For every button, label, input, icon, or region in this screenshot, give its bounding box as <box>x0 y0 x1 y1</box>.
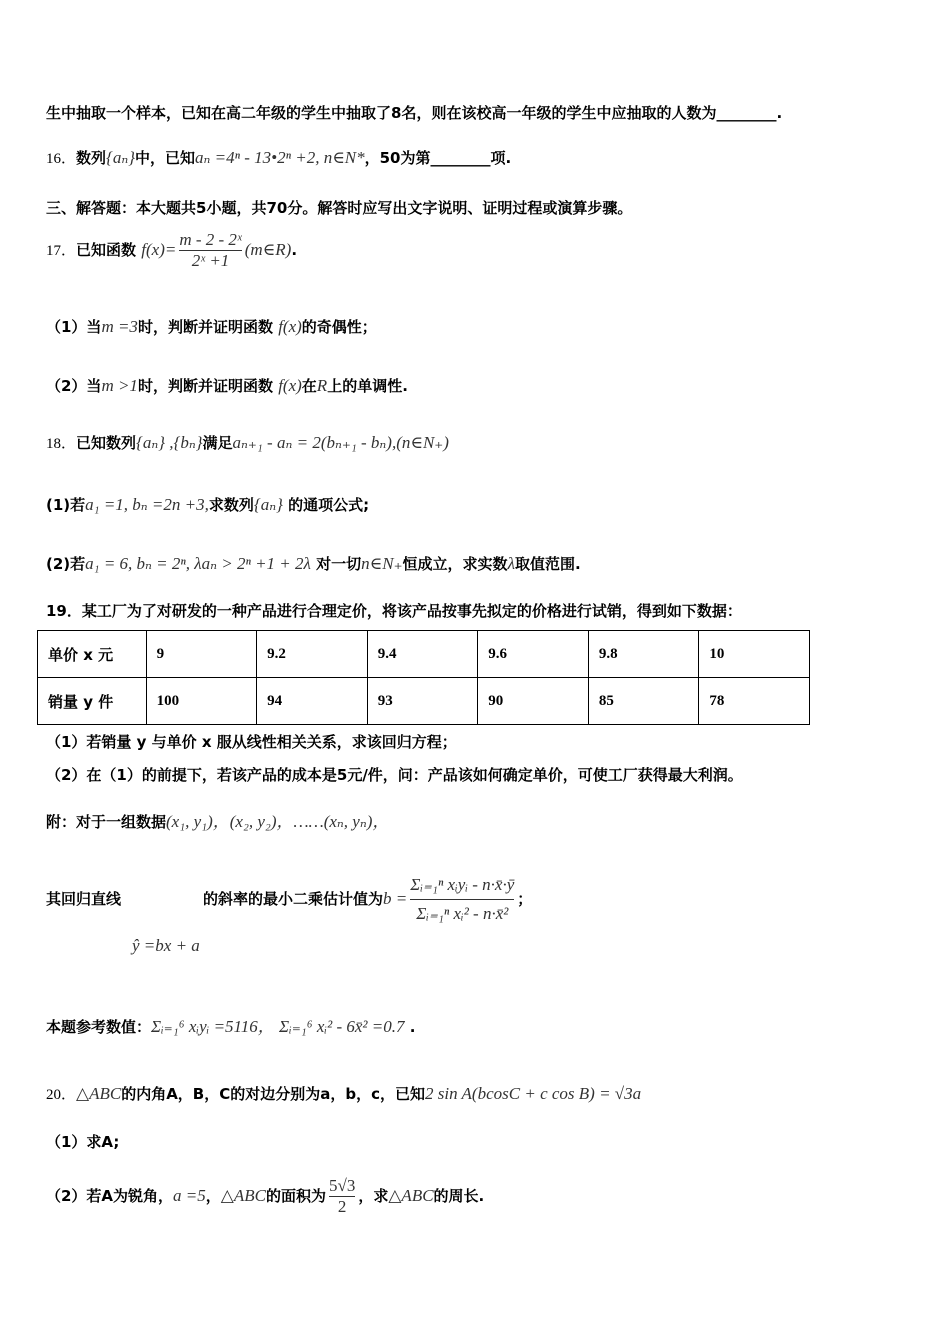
q20-part1: （1）求A; <box>46 1133 120 1151</box>
table-row: 销量 y 件 100 94 93 90 85 78 <box>38 678 810 725</box>
q19-regression: 其回归直线 的斜率的最小二乘估计值为b = Σᵢ₌₁ⁿ xᵢyᵢ - n·x̄·ȳ Σᵢ₌₁ⁿ xᵢ² - n·x̄² ； <box>46 875 533 923</box>
q20-part2: （2）若A为锐角，a =5，△ABC的面积为 $\frac{5√3}{2}$ ，求△ABC的周长. <box>46 1176 485 1216</box>
q19-reference: 本题参考数值：Σᵢ₌₁⁶ xᵢyᵢ =5116， Σᵢ₌₁⁶ xᵢ² - 6x̄² =0.7 . <box>46 1017 416 1036</box>
q18: 18．已知数列{aₙ} ,{bₙ}满足aₙ₊₁ - aₙ = 2(bₙ₊₁ - bₙ),(n∈N₊) <box>46 433 449 452</box>
q19-part2: （2）在（1）的前提下，若该产品的成本是5元/件，问：产品该如何确定单价，可使工厂获得最大利润。 <box>46 766 743 784</box>
q19-note: 附：对于一组数据(x₁, y₁)，(x₂, y₂)，……(xₙ, yₙ)， <box>46 812 390 831</box>
q19-part1: （1）若销量 y 与单价 x 服从线性相关关系，求该回归方程； <box>46 733 457 751</box>
q15-tail: 生中抽取一个样本，已知在高二年级的学生中抽取了8名，则在该校高一年级的学生中应抽取的人数为________. <box>46 104 783 122</box>
q18-part2: (2)若a₁ = 6, bₙ = 2ⁿ, λaₙ > 2ⁿ +1 + 2λ 对一切n∈N₊恒成立，求实数λ取值范围. <box>46 554 581 573</box>
q18-part1: (1)若a₁ =1, bₙ =2n +3,求数列{aₙ} 的通项公式; <box>46 495 370 514</box>
regression-line-eq: ŷ =bx + a <box>132 936 200 955</box>
q17-part2: （2）当m >1时，判断并证明函数 f(x)在R上的单调性. <box>46 376 408 395</box>
section-3-heading: 三、解答题：本大题共5小题，共70分。解答时应写出文字说明、证明过程或演算步骤。 <box>46 199 633 217</box>
q17-part1: （1）当m =3时，判断并证明函数 f(x)的奇偶性； <box>46 317 377 336</box>
semicolon: ； <box>517 890 533 908</box>
q16: 16．数列{aₙ}中，已知aₙ =4ⁿ - 13•2ⁿ +2, n∈N*，50为第________项. <box>46 148 512 167</box>
area-fraction: $\frac{5√3}{2}$ <box>329 1176 356 1216</box>
q19-intro: 19．某工厂为了对研发的一种产品进行合理定价，将该产品按事先拟定的价格进行试销，得到如下数据： <box>46 602 742 620</box>
q17: 17．已知函数 f(x)= $\frac{\text{m - 2 - 2ˣ}}{\text{2ˣ +1}}$ (m∈R). <box>46 230 298 270</box>
slope-fraction: Σᵢ₌₁ⁿ xᵢyᵢ - n·x̄·ȳ Σᵢ₌₁ⁿ xᵢ² - n·x̄² <box>410 875 515 923</box>
q17-fraction: $\frac{\text{m - 2 - 2ˣ}}{\text{2ˣ +1}}$ <box>179 230 242 270</box>
price-sales-table <box>37 630 810 725</box>
table-row: 单价 x 元 9 9.2 9.4 9.6 9.8 10 <box>38 631 810 678</box>
q20: 20．△ABC的内角A，B，C的对边分别为a，b，c，已知2 sin A(bcosC + c cos B) = √3a <box>46 1084 642 1103</box>
